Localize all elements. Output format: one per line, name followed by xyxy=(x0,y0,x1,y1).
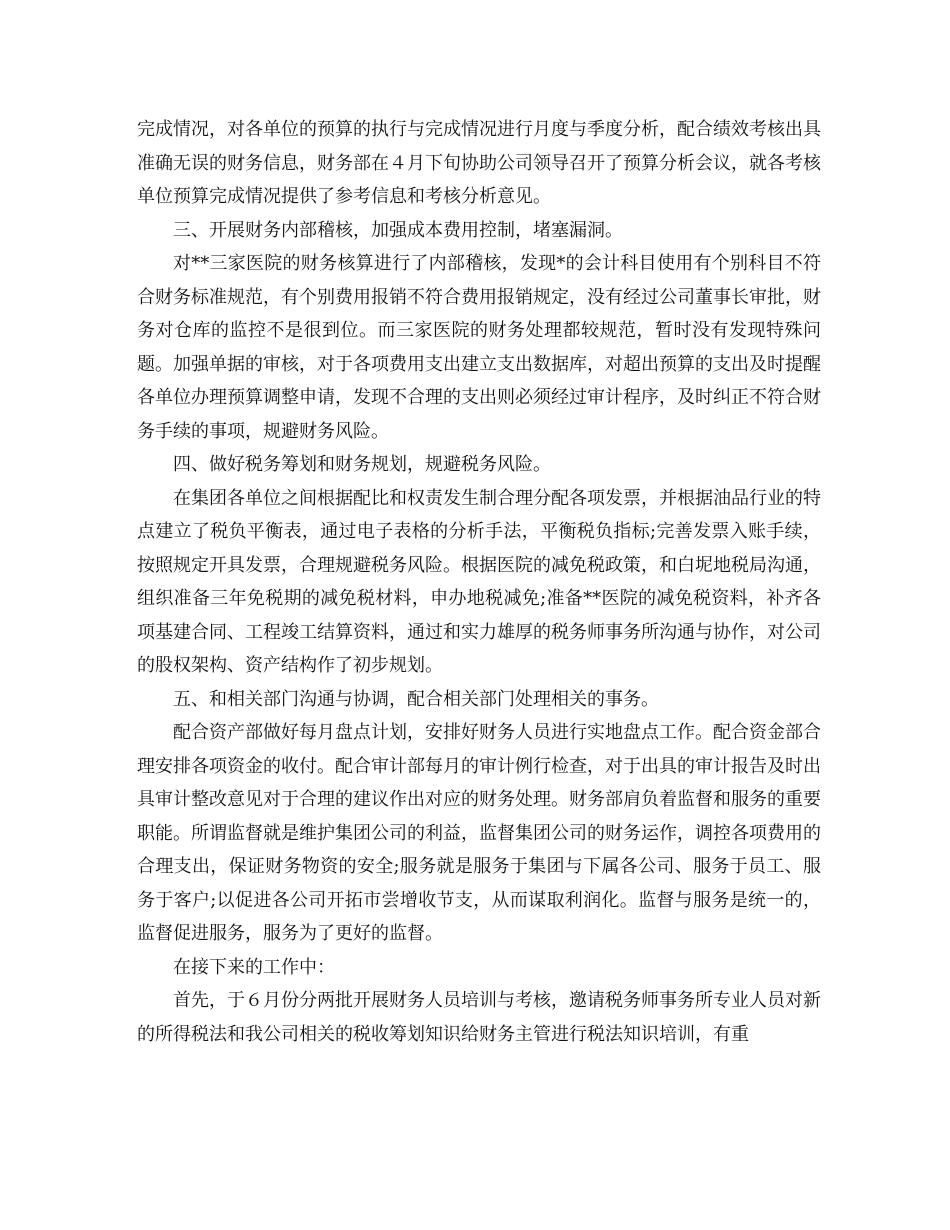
section-heading-next-steps: 在接下来的工作中： xyxy=(173,956,335,978)
paragraph-budget-analysis: 完成情况，对各单位的预算的执行与完成情况进行月度与季度分析，配合绩效考核出具准确无误的财务信息，财务部在４月下旬协助公司领导召开了预算分析会议，就各考核单位预算完成情况提供了参考信息和考核分析意见。 xyxy=(137,119,821,207)
section-heading-tax-planning: 四、做好税务筹划和财务规划，规避税务风险。 xyxy=(173,454,551,475)
paragraph-internal-audit: 对**三家医院的财务核算进行了内部稽核，发现*的会计科目使用有个别科目不符合财务标准规范，有个别费用报销不符合费用报销规定，没有经过公司董事长审批，财务对仓库的监控不是很到位。而三家医院的财务处理都较规范，暂时没有发现特殊问题。加强单据的审核，对于各项费用支出建立支出数据库，对超出预算的支出及时提醒各单位办理预算调整申请，发现不合理的支出则必须经过审计程序，及时纠正不符合财务手续的事项，规避财务风险。 xyxy=(137,253,821,442)
paragraph-coordination: 配合资产部做好每月盘点计划，安排好财务人员进行实地盘点工作。配合资金部合理安排各项资金的收付。配合审计部每月的审计例行检查，对于出具的审计报告及时出具审计整改意见对于合理的建议作出对应的财务处理。财务部肩负着监督和服务的重要职能。所谓监督就是维护集团公司的利益，监督集团公司的财务运作，调控各项费用的合理支出，保证财务物资的安全;服务就是服务于集团与下属各公司、服务于员工、服务于客户;以促进各公司开拓市尝增收节支，从而谋取利润化。监督与服务是统一的，监督促进服务，服务为了更好的监督。 xyxy=(137,722,821,944)
section-heading-coordination: 五、和相关部门沟通与协调，配合相关部门处理相关的事务。 xyxy=(173,688,659,710)
paragraph-training: 首先，于６月份分两批开展财务人员培训与考核，邀请税务师事务所专业人员对新的所得税法和我公司相关的税收筹划知识给财务主管进行税法知识培训，有重 xyxy=(137,990,821,1045)
paragraph-tax-planning: 在集团各单位之间根据配比和权责发生制合理分配各项发票，并根据油品行业的特点建立了税负平衡表，通过电子表格的分析手法，平衡税负指标;完善发票入账手续，按照规定开具发票，合理规避税务风险。根据医院的减免税政策，和白坭地税局沟通，组织准备三年免税期的减免税材料，申办地税减免;准备**医院的减免税资料，补齐各项基建合同、工程竣工结算资料，通过和实力雄厚的税务师事务所沟通与协作，对公司的股权架构、资产结构作了初步规划。 xyxy=(137,487,821,676)
document-page xyxy=(137,113,821,1051)
section-heading-internal-audit: 三、开展财务内部稽核，加强成本费用控制，堵塞漏洞。 xyxy=(173,219,623,241)
